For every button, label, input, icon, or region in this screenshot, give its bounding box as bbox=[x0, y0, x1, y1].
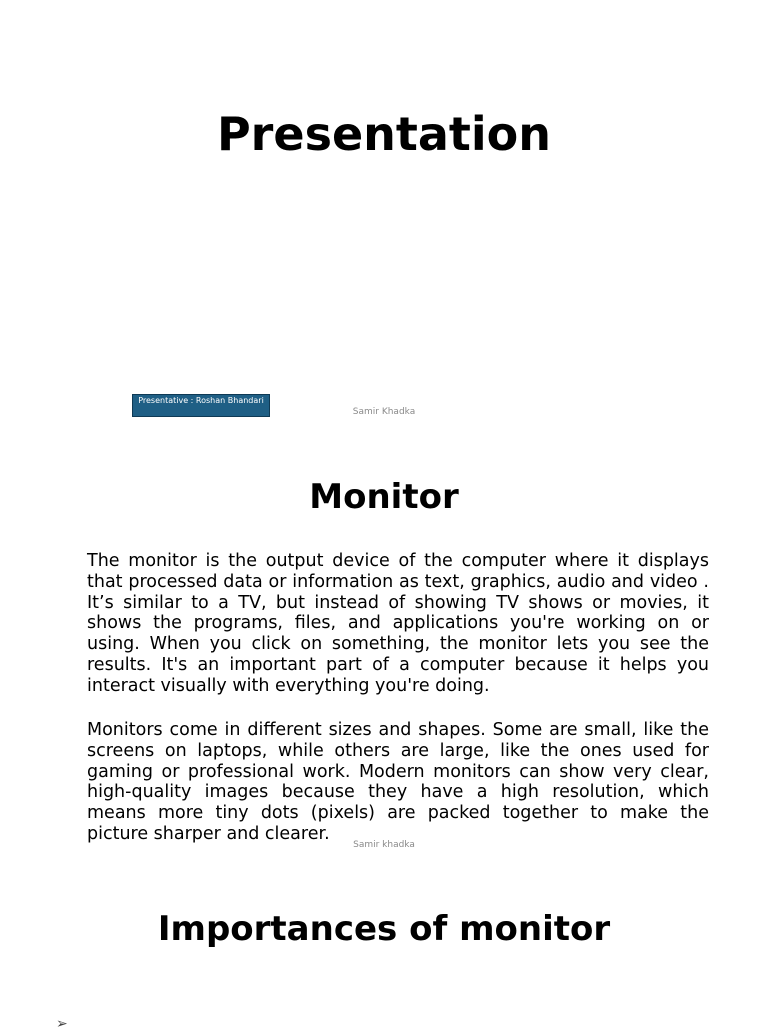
slide-footer: Samir khadka bbox=[353, 840, 415, 850]
slide-heading-monitor: Monitor bbox=[309, 477, 459, 517]
monitor-paragraph: The monitor is the output device of the computer where it displays that processed data or information as text, graphics, audio and video . It’s similar to a TV, but instead of showing TV shows or movies, it shows the programs, files, and applications you're working on or using. When you click on something, the monitor lets you see the results. It's an important part of a computer because it helps you interact visually with everything you're doing. bbox=[87, 551, 709, 696]
presenter-label: Presentative : Roshan Bhandari bbox=[132, 394, 270, 417]
bullet-arrow-icon: ➢ bbox=[56, 1016, 68, 1032]
slide-footer: Samir Khadka bbox=[352, 407, 416, 417]
slide-heading-importances: Importances of monitor bbox=[157, 909, 611, 949]
presentation-title: Presentation bbox=[216, 107, 552, 161]
monitor-paragraph: Monitors come in different sizes and shapes. Some are small, like the screens on laptops, while others are large, like the ones used for gaming or professional work. Modern monitors can show very clear, high-quality images because they have a high resolution, which means more tiny dots (pixels) are packed together to make the picture sharper and clearer. bbox=[87, 720, 709, 844]
